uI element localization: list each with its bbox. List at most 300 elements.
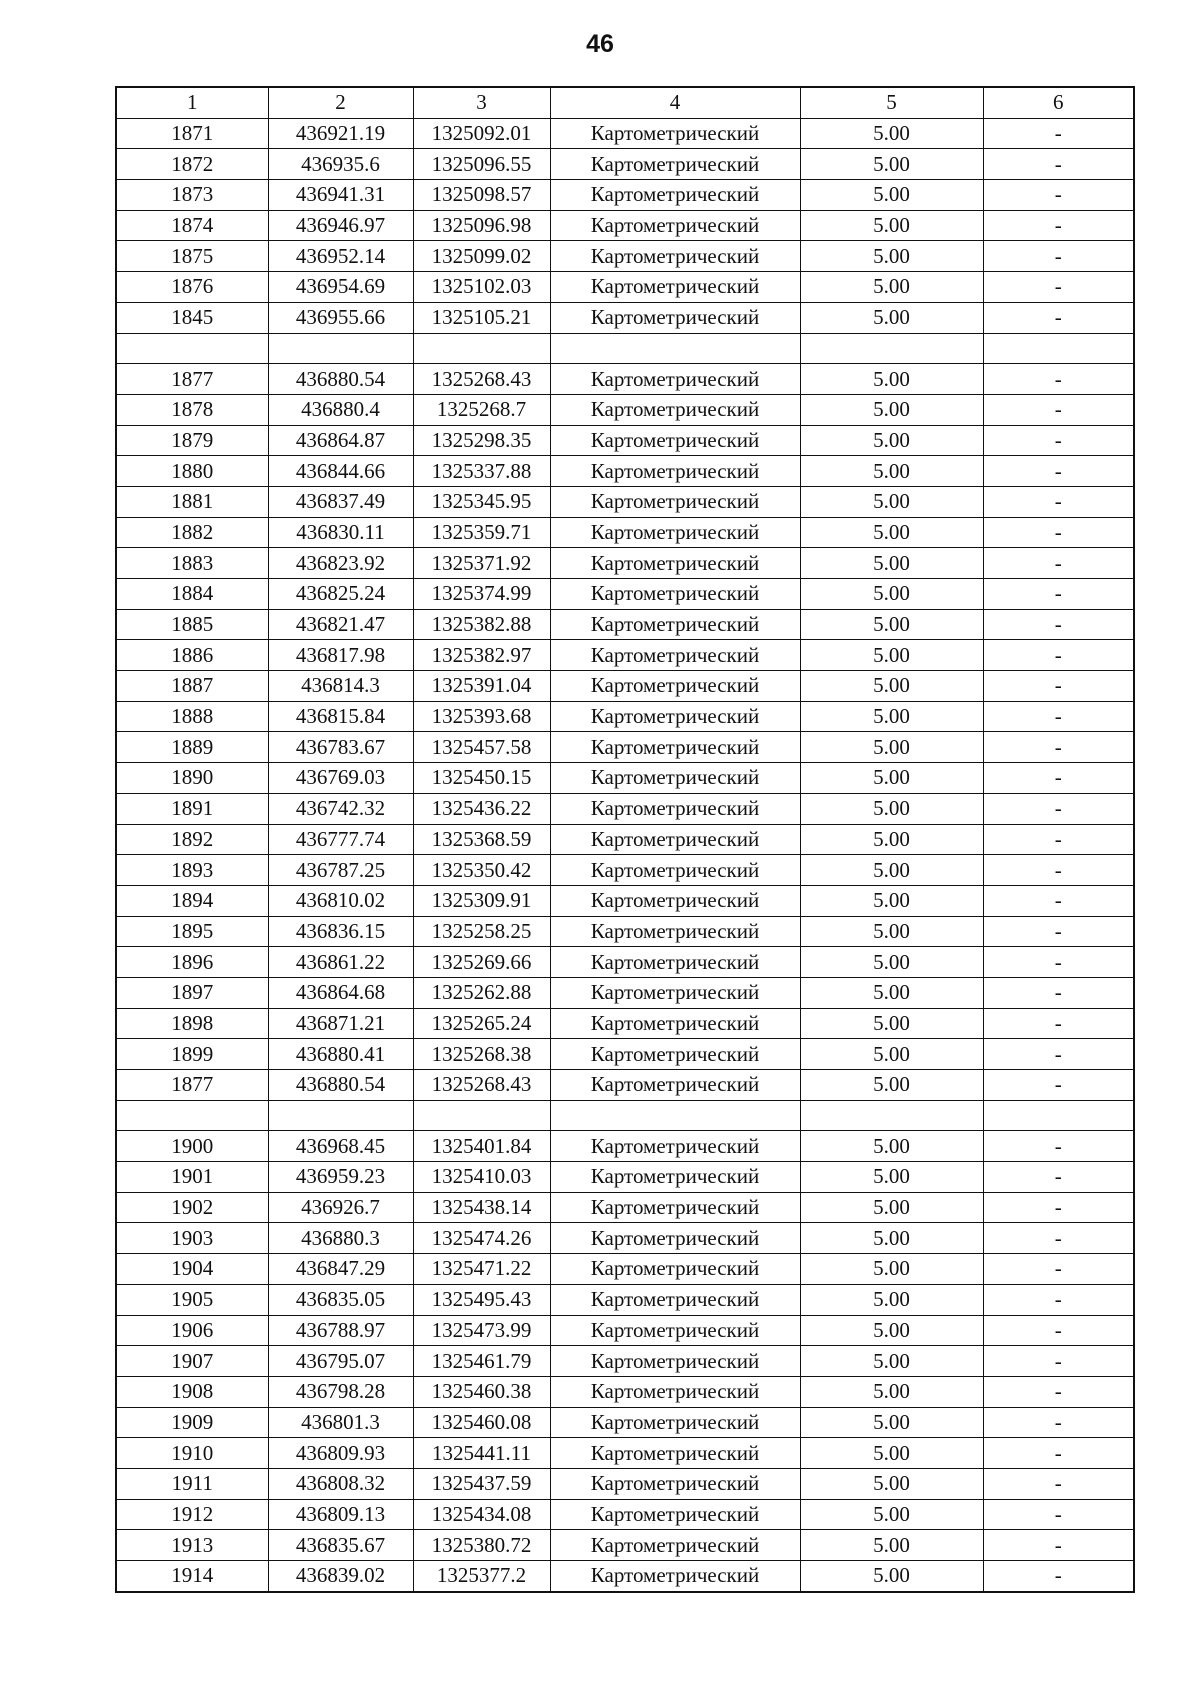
x-coordinate-cell: 436921.19 [268, 118, 413, 149]
point-number-cell: 1891 [116, 793, 268, 824]
method-cell: Картометрический [550, 149, 800, 180]
method-cell [550, 333, 800, 364]
accuracy-cell: 5.00 [800, 517, 983, 548]
table-row [116, 1561, 1134, 1592]
note-cell: - [983, 1162, 1134, 1193]
table-row [116, 1070, 1134, 1101]
y-coordinate-cell: 1325441.11 [413, 1438, 550, 1469]
accuracy-cell: 5.00 [800, 1468, 983, 1499]
point-number-cell: 1889 [116, 732, 268, 763]
method-cell: Картометрический [550, 916, 800, 947]
table-row [116, 1376, 1134, 1407]
note-cell: - [983, 1530, 1134, 1561]
table-row [116, 763, 1134, 794]
x-coordinate-cell: 436839.02 [268, 1561, 413, 1592]
table-row [116, 272, 1134, 303]
x-coordinate-cell: 436941.31 [268, 180, 413, 211]
note-cell: - [983, 1407, 1134, 1438]
x-coordinate-cell: 436787.25 [268, 855, 413, 886]
y-coordinate-cell: 1325368.59 [413, 824, 550, 855]
method-cell: Картометрический [550, 1561, 800, 1592]
accuracy-cell: 5.00 [800, 885, 983, 916]
point-number-cell: 1905 [116, 1284, 268, 1315]
x-coordinate-cell: 436954.69 [268, 272, 413, 303]
note-cell: - [983, 548, 1134, 579]
y-coordinate-cell: 1325391.04 [413, 671, 550, 702]
x-coordinate-cell: 436864.68 [268, 977, 413, 1008]
method-cell: Картометрический [550, 793, 800, 824]
point-number-cell: 1907 [116, 1346, 268, 1377]
table-row [116, 1284, 1134, 1315]
point-number-cell: 1886 [116, 640, 268, 671]
y-coordinate-cell: 1325268.7 [413, 394, 550, 425]
accuracy-cell: 5.00 [800, 916, 983, 947]
point-number-cell: 1880 [116, 456, 268, 487]
note-cell: - [983, 640, 1134, 671]
y-coordinate-cell: 1325262.88 [413, 977, 550, 1008]
note-cell: - [983, 1070, 1134, 1101]
note-cell: - [983, 118, 1134, 149]
accuracy-cell: 5.00 [800, 824, 983, 855]
accuracy-cell: 5.00 [800, 1254, 983, 1285]
table-row [116, 1468, 1134, 1499]
y-coordinate-cell: 1325410.03 [413, 1162, 550, 1193]
accuracy-cell: 5.00 [800, 947, 983, 978]
accuracy-cell: 5.00 [800, 609, 983, 640]
x-coordinate-cell: 436861.22 [268, 947, 413, 978]
y-coordinate-cell: 1325377.2 [413, 1561, 550, 1592]
y-coordinate-cell: 1325258.25 [413, 916, 550, 947]
table-row [116, 947, 1134, 978]
note-cell: - [983, 579, 1134, 610]
point-number-cell: 1845 [116, 302, 268, 333]
x-coordinate-cell: 436798.28 [268, 1376, 413, 1407]
point-number-cell: 1882 [116, 517, 268, 548]
accuracy-cell: 5.00 [800, 456, 983, 487]
accuracy-cell: 5.00 [800, 1438, 983, 1469]
note-cell: - [983, 671, 1134, 702]
accuracy-cell: 5.00 [800, 855, 983, 886]
table-row [116, 579, 1134, 610]
y-coordinate-cell: 1325099.02 [413, 241, 550, 272]
table-row [116, 977, 1134, 1008]
accuracy-cell [800, 1100, 983, 1131]
method-cell: Картометрический [550, 1162, 800, 1193]
x-coordinate-cell: 436837.49 [268, 486, 413, 517]
table-row [116, 1192, 1134, 1223]
x-coordinate-cell: 436935.6 [268, 149, 413, 180]
accuracy-cell: 5.00 [800, 425, 983, 456]
note-cell: - [983, 793, 1134, 824]
point-number-cell: 1899 [116, 1039, 268, 1070]
table-row [116, 855, 1134, 886]
method-cell: Картометрический [550, 364, 800, 395]
column-header: 6 [983, 87, 1134, 118]
method-cell: Картометрический [550, 486, 800, 517]
table-row [116, 333, 1134, 364]
method-cell: Картометрический [550, 1070, 800, 1101]
column-header: 5 [800, 87, 983, 118]
point-number-cell: 1892 [116, 824, 268, 855]
table-row [116, 793, 1134, 824]
accuracy-cell: 5.00 [800, 241, 983, 272]
accuracy-cell: 5.00 [800, 302, 983, 333]
method-cell: Картометрический [550, 1407, 800, 1438]
column-header: 1 [116, 87, 268, 118]
accuracy-cell: 5.00 [800, 1008, 983, 1039]
note-cell: - [983, 1223, 1134, 1254]
y-coordinate-cell: 1325359.71 [413, 517, 550, 548]
y-coordinate-cell: 1325371.92 [413, 548, 550, 579]
point-number-cell: 1894 [116, 885, 268, 916]
x-coordinate-cell: 436880.54 [268, 364, 413, 395]
table-row [116, 118, 1134, 149]
x-coordinate-cell: 436880.4 [268, 394, 413, 425]
x-coordinate-cell: 436783.67 [268, 732, 413, 763]
accuracy-cell: 5.00 [800, 1499, 983, 1530]
point-number-cell: 1885 [116, 609, 268, 640]
y-coordinate-cell: 1325450.15 [413, 763, 550, 794]
accuracy-cell: 5.00 [800, 579, 983, 610]
point-number-cell: 1901 [116, 1162, 268, 1193]
y-coordinate-cell: 1325298.35 [413, 425, 550, 456]
y-coordinate-cell: 1325438.14 [413, 1192, 550, 1223]
y-coordinate-cell: 1325268.43 [413, 364, 550, 395]
note-cell: - [983, 855, 1134, 886]
y-coordinate-cell: 1325102.03 [413, 272, 550, 303]
y-coordinate-cell: 1325105.21 [413, 302, 550, 333]
method-cell: Картометрический [550, 1315, 800, 1346]
y-coordinate-cell: 1325437.59 [413, 1468, 550, 1499]
accuracy-cell: 5.00 [800, 1284, 983, 1315]
table-row [116, 1407, 1134, 1438]
note-cell: - [983, 701, 1134, 732]
y-coordinate-cell: 1325309.91 [413, 885, 550, 916]
x-coordinate-cell [268, 1100, 413, 1131]
x-coordinate-cell: 436880.41 [268, 1039, 413, 1070]
x-coordinate-cell [268, 333, 413, 364]
accuracy-cell: 5.00 [800, 732, 983, 763]
accuracy-cell: 5.00 [800, 640, 983, 671]
method-cell: Картометрический [550, 977, 800, 1008]
x-coordinate-cell: 436830.11 [268, 517, 413, 548]
note-cell [983, 333, 1134, 364]
table-row [116, 425, 1134, 456]
method-cell: Картометрический [550, 763, 800, 794]
accuracy-cell: 5.00 [800, 763, 983, 794]
point-number-cell: 1887 [116, 671, 268, 702]
table-row [116, 302, 1134, 333]
accuracy-cell: 5.00 [800, 1407, 983, 1438]
table-row [116, 1039, 1134, 1070]
note-cell: - [983, 272, 1134, 303]
y-coordinate-cell: 1325461.79 [413, 1346, 550, 1377]
method-cell: Картометрический [550, 456, 800, 487]
note-cell: - [983, 1039, 1134, 1070]
method-cell: Картометрический [550, 1499, 800, 1530]
accuracy-cell: 5.00 [800, 1070, 983, 1101]
x-coordinate-cell: 436777.74 [268, 824, 413, 855]
y-coordinate-cell: 1325382.97 [413, 640, 550, 671]
table-row [116, 486, 1134, 517]
note-cell: - [983, 1376, 1134, 1407]
table-row [116, 1223, 1134, 1254]
x-coordinate-cell: 436821.47 [268, 609, 413, 640]
accuracy-cell: 5.00 [800, 486, 983, 517]
x-coordinate-cell: 436946.97 [268, 210, 413, 241]
method-cell: Картометрический [550, 1131, 800, 1162]
accuracy-cell: 5.00 [800, 701, 983, 732]
y-coordinate-cell: 1325337.88 [413, 456, 550, 487]
y-coordinate-cell: 1325382.88 [413, 609, 550, 640]
x-coordinate-cell: 436871.21 [268, 1008, 413, 1039]
point-number-cell: 1883 [116, 548, 268, 579]
x-coordinate-cell: 436788.97 [268, 1315, 413, 1346]
x-coordinate-cell: 436769.03 [268, 763, 413, 794]
table-row [116, 1008, 1134, 1039]
method-cell: Картометрический [550, 1284, 800, 1315]
method-cell: Картометрический [550, 180, 800, 211]
table-row [116, 1100, 1134, 1131]
note-cell: - [983, 149, 1134, 180]
method-cell: Картометрический [550, 425, 800, 456]
accuracy-cell: 5.00 [800, 118, 983, 149]
note-cell: - [983, 763, 1134, 794]
method-cell: Картометрический [550, 517, 800, 548]
point-number-cell: 1872 [116, 149, 268, 180]
y-coordinate-cell [413, 333, 550, 364]
note-cell: - [983, 241, 1134, 272]
point-number-cell: 1911 [116, 1468, 268, 1499]
point-number-cell: 1895 [116, 916, 268, 947]
x-coordinate-cell: 436952.14 [268, 241, 413, 272]
note-cell [983, 1100, 1134, 1131]
note-cell: - [983, 732, 1134, 763]
table-row [116, 394, 1134, 425]
x-coordinate-cell: 436815.84 [268, 701, 413, 732]
point-number-cell: 1890 [116, 763, 268, 794]
point-number-cell: 1871 [116, 118, 268, 149]
note-cell: - [983, 1561, 1134, 1592]
point-number-cell [116, 333, 268, 364]
y-coordinate-cell: 1325471.22 [413, 1254, 550, 1285]
table-row [116, 1499, 1134, 1530]
note-cell: - [983, 916, 1134, 947]
note-cell: - [983, 1468, 1134, 1499]
table-row [116, 671, 1134, 702]
accuracy-cell: 5.00 [800, 272, 983, 303]
column-header: 4 [550, 87, 800, 118]
point-number-cell: 1876 [116, 272, 268, 303]
method-cell: Картометрический [550, 1039, 800, 1070]
note-cell: - [983, 425, 1134, 456]
accuracy-cell: 5.00 [800, 364, 983, 395]
y-coordinate-cell: 1325350.42 [413, 855, 550, 886]
method-cell: Картометрический [550, 947, 800, 978]
x-coordinate-cell: 436959.23 [268, 1162, 413, 1193]
table-row [116, 210, 1134, 241]
table-row [116, 1438, 1134, 1469]
method-cell: Картометрический [550, 302, 800, 333]
x-coordinate-cell: 436795.07 [268, 1346, 413, 1377]
method-cell: Картометрический [550, 1008, 800, 1039]
point-number-cell: 1902 [116, 1192, 268, 1223]
x-coordinate-cell: 436825.24 [268, 579, 413, 610]
y-coordinate-cell: 1325098.57 [413, 180, 550, 211]
table-row [116, 701, 1134, 732]
accuracy-cell: 5.00 [800, 1315, 983, 1346]
table-row [116, 1530, 1134, 1561]
point-number-cell [116, 1100, 268, 1131]
point-number-cell: 1877 [116, 1070, 268, 1101]
x-coordinate-cell: 436835.05 [268, 1284, 413, 1315]
x-coordinate-cell: 436810.02 [268, 885, 413, 916]
method-cell: Картометрический [550, 210, 800, 241]
table-body [116, 87, 1134, 1592]
point-number-cell: 1874 [116, 210, 268, 241]
accuracy-cell: 5.00 [800, 671, 983, 702]
y-coordinate-cell: 1325374.99 [413, 579, 550, 610]
point-number-cell: 1906 [116, 1315, 268, 1346]
accuracy-cell: 5.00 [800, 1346, 983, 1377]
y-coordinate-cell: 1325473.99 [413, 1315, 550, 1346]
accuracy-cell: 5.00 [800, 977, 983, 1008]
accuracy-cell: 5.00 [800, 1223, 983, 1254]
accuracy-cell: 5.00 [800, 1376, 983, 1407]
y-coordinate-cell: 1325268.38 [413, 1039, 550, 1070]
y-coordinate-cell: 1325096.55 [413, 149, 550, 180]
column-header: 2 [268, 87, 413, 118]
accuracy-cell: 5.00 [800, 1561, 983, 1592]
note-cell: - [983, 1346, 1134, 1377]
method-cell: Картометрический [550, 1438, 800, 1469]
method-cell: Картометрический [550, 1346, 800, 1377]
method-cell: Картометрический [550, 1468, 800, 1499]
page-number: 46 [586, 30, 614, 58]
method-cell: Картометрический [550, 885, 800, 916]
table-row [116, 1131, 1134, 1162]
method-cell: Картометрический [550, 1254, 800, 1285]
accuracy-cell: 5.00 [800, 548, 983, 579]
accuracy-cell [800, 333, 983, 364]
table-row [116, 732, 1134, 763]
y-coordinate-cell: 1325474.26 [413, 1223, 550, 1254]
accuracy-cell: 5.00 [800, 180, 983, 211]
point-number-cell: 1914 [116, 1561, 268, 1592]
table-row [116, 640, 1134, 671]
note-cell: - [983, 1008, 1134, 1039]
point-number-cell: 1913 [116, 1530, 268, 1561]
x-coordinate-cell: 436817.98 [268, 640, 413, 671]
note-cell: - [983, 1315, 1134, 1346]
table-row [116, 517, 1134, 548]
accuracy-cell: 5.00 [800, 210, 983, 241]
note-cell: - [983, 824, 1134, 855]
note-cell: - [983, 1438, 1134, 1469]
method-cell: Картометрический [550, 272, 800, 303]
coordinates-table [115, 86, 1135, 1593]
y-coordinate-cell: 1325092.01 [413, 118, 550, 149]
x-coordinate-cell: 436835.67 [268, 1530, 413, 1561]
point-number-cell: 1881 [116, 486, 268, 517]
note-cell: - [983, 1192, 1134, 1223]
method-cell: Картометрический [550, 1223, 800, 1254]
accuracy-cell: 5.00 [800, 1162, 983, 1193]
y-coordinate-cell: 1325436.22 [413, 793, 550, 824]
note-cell: - [983, 394, 1134, 425]
point-number-cell: 1896 [116, 947, 268, 978]
note-cell: - [983, 1284, 1134, 1315]
note-cell: - [983, 210, 1134, 241]
method-cell: Картометрический [550, 118, 800, 149]
x-coordinate-cell: 436926.7 [268, 1192, 413, 1223]
point-number-cell: 1875 [116, 241, 268, 272]
method-cell: Картометрический [550, 640, 800, 671]
point-number-cell: 1879 [116, 425, 268, 456]
y-coordinate-cell: 1325401.84 [413, 1131, 550, 1162]
y-coordinate-cell: 1325096.98 [413, 210, 550, 241]
y-coordinate-cell: 1325457.58 [413, 732, 550, 763]
x-coordinate-cell: 436808.32 [268, 1468, 413, 1499]
accuracy-cell: 5.00 [800, 1530, 983, 1561]
table-row [116, 180, 1134, 211]
note-cell: - [983, 609, 1134, 640]
note-cell: - [983, 364, 1134, 395]
point-number-cell: 1909 [116, 1407, 268, 1438]
point-number-cell: 1898 [116, 1008, 268, 1039]
accuracy-cell: 5.00 [800, 394, 983, 425]
point-number-cell: 1884 [116, 579, 268, 610]
x-coordinate-cell: 436880.54 [268, 1070, 413, 1101]
note-cell: - [983, 180, 1134, 211]
method-cell: Картометрический [550, 701, 800, 732]
y-coordinate-cell: 1325460.08 [413, 1407, 550, 1438]
y-coordinate-cell: 1325265.24 [413, 1008, 550, 1039]
method-cell: Картометрический [550, 1192, 800, 1223]
x-coordinate-cell: 436955.66 [268, 302, 413, 333]
point-number-cell: 1903 [116, 1223, 268, 1254]
table-row [116, 885, 1134, 916]
y-coordinate-cell: 1325460.38 [413, 1376, 550, 1407]
x-coordinate-cell: 436823.92 [268, 548, 413, 579]
method-cell: Картометрический [550, 241, 800, 272]
y-coordinate-cell: 1325268.43 [413, 1070, 550, 1101]
method-cell: Картометрический [550, 1376, 800, 1407]
y-coordinate-cell: 1325495.43 [413, 1284, 550, 1315]
point-number-cell: 1908 [116, 1376, 268, 1407]
table-row [116, 1315, 1134, 1346]
y-coordinate-cell: 1325380.72 [413, 1530, 550, 1561]
accuracy-cell: 5.00 [800, 1039, 983, 1070]
table-row [116, 916, 1134, 947]
accuracy-cell: 5.00 [800, 1192, 983, 1223]
note-cell: - [983, 885, 1134, 916]
y-coordinate-cell: 1325393.68 [413, 701, 550, 732]
accuracy-cell: 5.00 [800, 149, 983, 180]
table-row [116, 1162, 1134, 1193]
x-coordinate-cell: 436742.32 [268, 793, 413, 824]
method-cell: Картометрический [550, 1530, 800, 1561]
x-coordinate-cell: 436809.13 [268, 1499, 413, 1530]
point-number-cell: 1888 [116, 701, 268, 732]
point-number-cell: 1904 [116, 1254, 268, 1285]
x-coordinate-cell: 436836.15 [268, 916, 413, 947]
point-number-cell: 1910 [116, 1438, 268, 1469]
y-coordinate-cell: 1325269.66 [413, 947, 550, 978]
method-cell: Картометрический [550, 579, 800, 610]
y-coordinate-cell: 1325345.95 [413, 486, 550, 517]
point-number-cell: 1900 [116, 1131, 268, 1162]
